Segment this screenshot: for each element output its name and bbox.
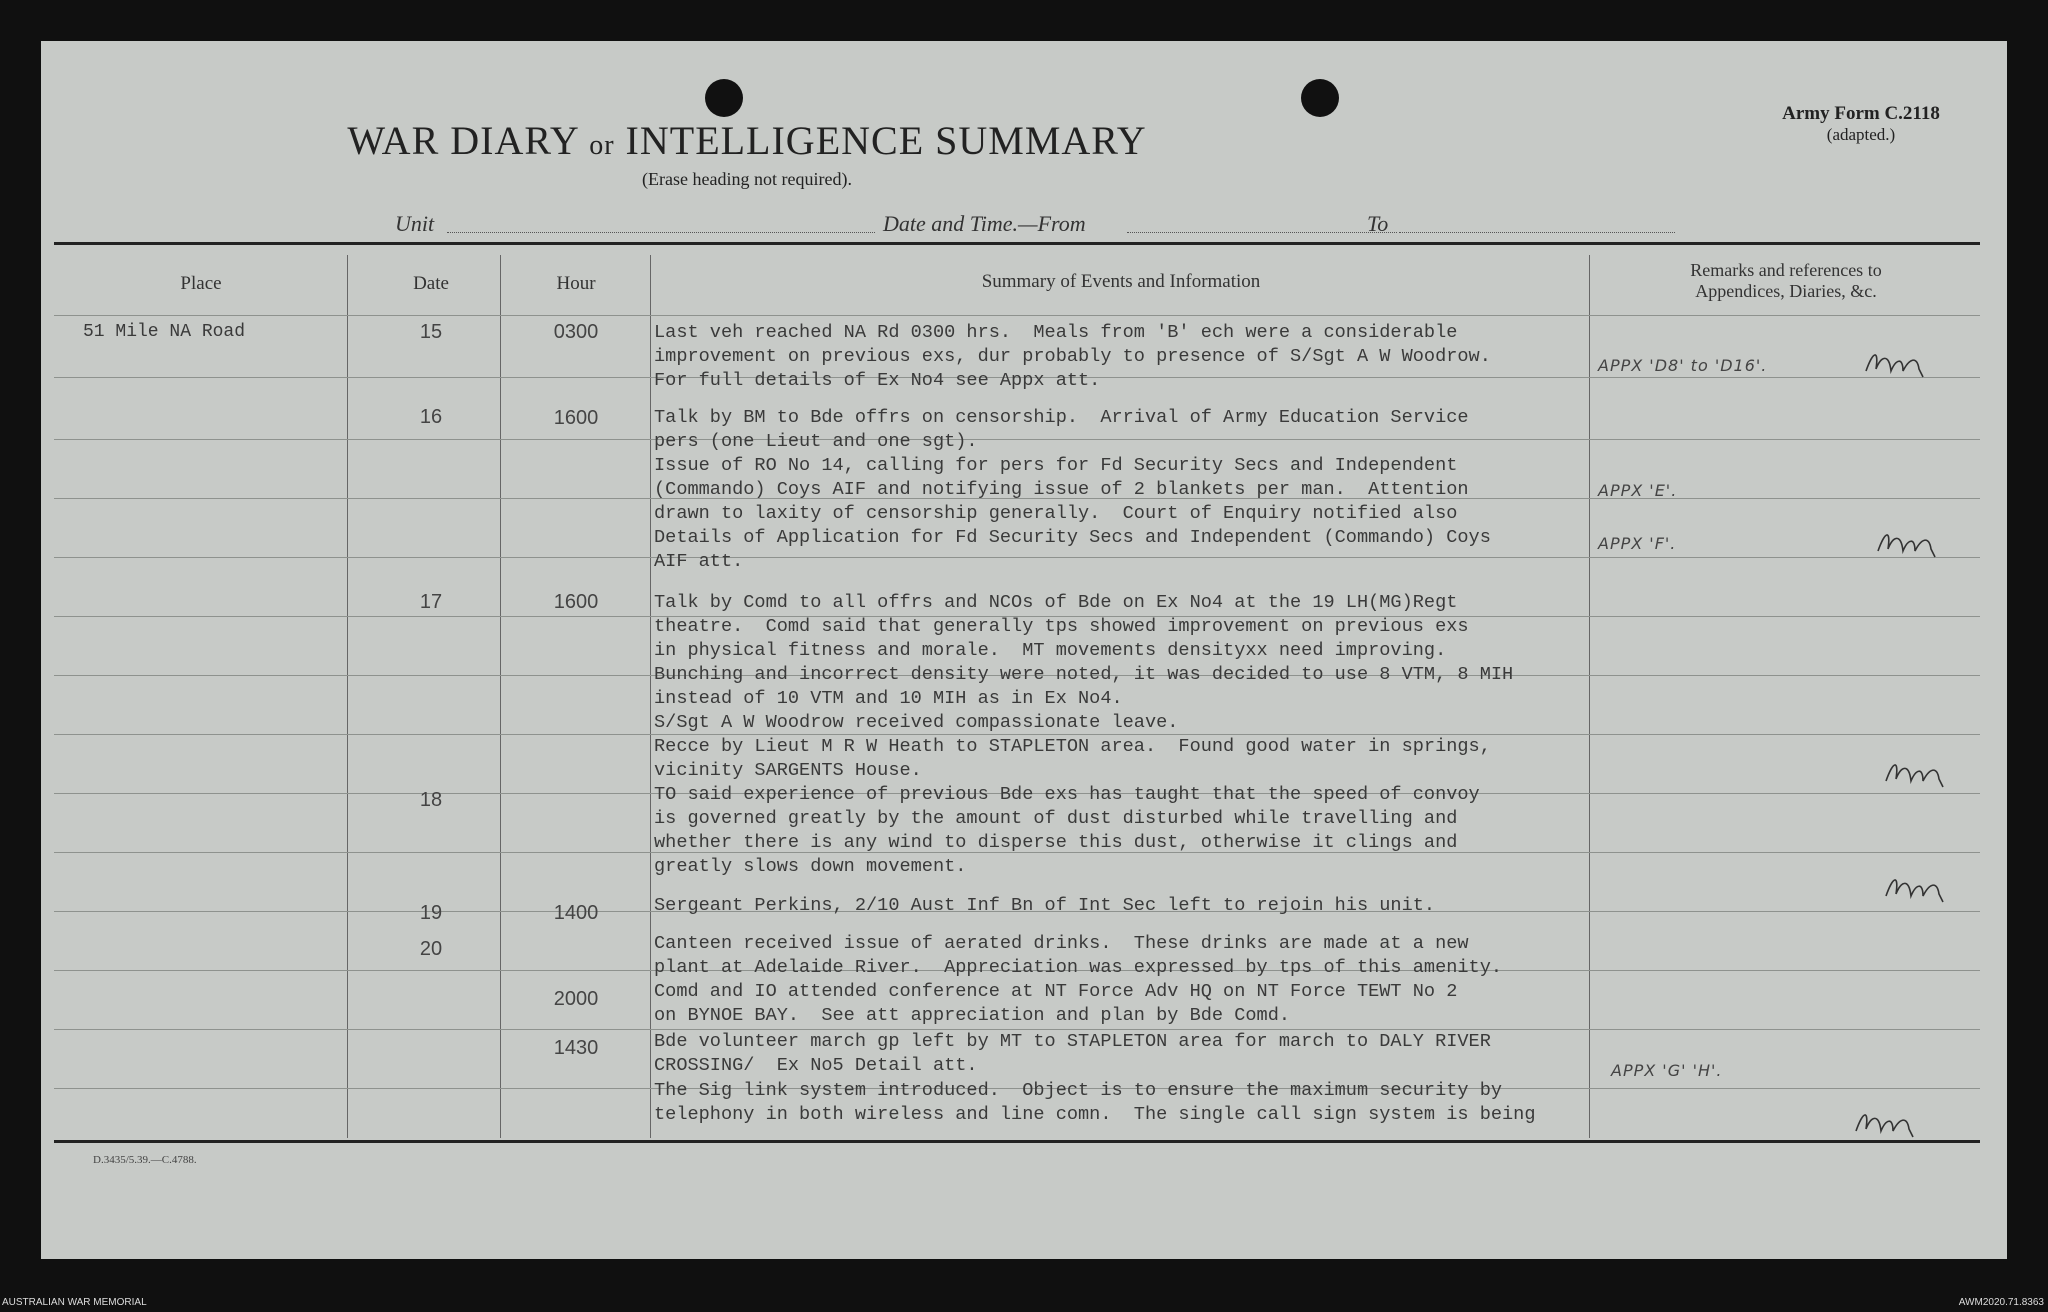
column-header-date: Date: [413, 273, 449, 294]
summary-line: pers (one Lieut and one sgt).: [654, 431, 978, 452]
date-entry: 16: [419, 406, 443, 428]
summary-line: (Commando) Coys AIF and notifying issue of 2 blankets per man. Attention: [654, 479, 1469, 500]
summary-line: telephony in both wireless and line comn. The single call sign system is being: [654, 1104, 1536, 1125]
summary-line: in physical fitness and morale. MT movements densityxx need improving.: [654, 640, 1447, 661]
date-entry: 20: [419, 938, 443, 960]
summary-line: greatly slows down movement.: [654, 856, 967, 877]
date-entry: 18: [419, 789, 443, 811]
summary-line: TO said experience of previous Bde exs has taught that the speed of convoy: [654, 784, 1480, 805]
handwritten-initials: [1881, 866, 1951, 906]
summary-line: Last veh reached NA Rd 0300 hrs. Meals from 'B' ech were a considerable: [654, 322, 1458, 343]
column-divider: [347, 255, 348, 1138]
handwritten-initials: [1861, 341, 1931, 381]
summary-line: Sergeant Perkins, 2/10 Aust Inf Bn of Int Sec left to rejoin his unit.: [654, 895, 1436, 916]
place-entry: 51 Mile NA Road: [83, 322, 246, 342]
summary-line: plant at Adelaide River. Appreciation was expressed by tps of this amenity.: [654, 957, 1503, 978]
to-dotted-line: [1399, 232, 1675, 233]
summary-line: Issue of RO No 14, calling for pers for Fd Security Secs and Independent: [654, 455, 1458, 476]
summary-line: Canteen received issue of aerated drinks. These drinks are made at a new: [654, 933, 1469, 954]
unit-label: Unit: [395, 211, 435, 236]
ruled-line: [54, 557, 1980, 558]
summary-line: The Sig link system introduced. Object is to ensure the maximum security by: [654, 1080, 1503, 1101]
column-divider: [650, 255, 651, 1138]
handwritten-initials: [1851, 1101, 1921, 1141]
summary-line: vicinity SARGENTS House.: [654, 760, 922, 781]
table-top-rule: [54, 242, 1980, 245]
handwritten-initials: [1873, 521, 1943, 561]
date-time-label: Date and Time.—From: [883, 211, 1086, 236]
column-header-place: Place: [180, 273, 222, 294]
summary-line: instead of 10 VTM and 10 MIH as in Ex No4.: [654, 688, 1123, 709]
army-form-reference: Army Form C.2118 (adapted.): [1782, 103, 1940, 144]
appendix-reference: APPX 'D8' to 'D16'.: [1598, 356, 1768, 375]
ruled-line: [54, 439, 1980, 440]
summary-line: CROSSING/ Ex No5 Detail att.: [654, 1055, 978, 1076]
form-subtitle: (Erase heading not required).: [642, 169, 852, 189]
unit-dotted-line: [447, 232, 875, 233]
archive-credit: AUSTRALIAN WAR MEMORIAL: [2, 1297, 147, 1308]
summary-line: Details of Application for Fd Security Secs and Independent (Commando) Coys: [654, 527, 1491, 548]
summary-line: Bde volunteer march gp left by MT to STAPLETON area for march to DALY RIVER: [654, 1031, 1491, 1052]
summary-line: Comd and IO attended conference at NT Force Adv HQ on NT Force TEWT No 2: [654, 981, 1458, 1002]
handwritten-initials: [1881, 751, 1951, 791]
hour-entry: 1430: [553, 1037, 599, 1059]
column-header-summary: Summary of Events and Information: [981, 271, 1261, 292]
hour-entry: 1600: [553, 407, 599, 429]
punch-hole: [705, 79, 743, 117]
summary-line: Bunching and incorrect density were noted, it was decided to use 8 VTM, 8 MIH: [654, 664, 1514, 685]
summary-line: whether there is any wind to disperse this dust, otherwise it clings and: [654, 832, 1458, 853]
column-header-remarks: Remarks and references to Appendices, Diaries, &c.: [1690, 260, 1882, 301]
column-divider: [1589, 255, 1590, 1138]
summary-line: Recce by Lieut M R W Heath to STAPLETON area. Found good water in springs,: [654, 736, 1491, 757]
form-title: WAR DIARY or INTELLIGENCE SUMMARY: [347, 118, 1147, 163]
summary-line: For full details of Ex No4 see Appx att.: [654, 370, 1101, 391]
date-entry: 17: [419, 591, 443, 613]
summary-line: Talk by Comd to all offrs and NCOs of Bde on Ex No4 at the 19 LH(MG)Regt: [654, 592, 1458, 613]
appendix-reference: APPX 'G' 'H'.: [1611, 1061, 1723, 1080]
summary-line: is governed greatly by the amount of dust disturbed while travelling and: [654, 808, 1458, 829]
date-entry: 15: [419, 321, 443, 343]
summary-line: AIF att.: [654, 551, 744, 572]
appendix-reference: APPX 'F'.: [1598, 534, 1677, 553]
column-header-hour: Hour: [556, 273, 596, 294]
header-rule: [54, 315, 1980, 316]
diary-sheet: [41, 41, 2007, 1259]
summary-line: theatre. Comd said that generally tps showed improvement on previous exs: [654, 616, 1469, 637]
archive-reference: AWM2020.71.8363: [1958, 1297, 2044, 1308]
hour-entry: 0300: [553, 321, 599, 343]
summary-line: Talk by BM to Bde offrs on censorship. Arrival of Army Education Service: [654, 407, 1469, 428]
from-dotted-line: [1127, 232, 1397, 233]
hour-entry: 1400: [553, 902, 599, 924]
to-label: To: [1367, 211, 1389, 236]
appendix-reference: APPX 'E'.: [1598, 481, 1678, 500]
punch-hole: [1301, 79, 1339, 117]
column-divider: [500, 255, 501, 1138]
summary-line: S/Sgt A W Woodrow received compassionate leave.: [654, 712, 1179, 733]
hour-entry: 2000: [553, 988, 599, 1010]
summary-line: on BYNOE BAY. See att appreciation and plan by Bde Comd.: [654, 1005, 1291, 1026]
table-bottom-rule: [54, 1140, 1980, 1143]
hour-entry: 1600: [553, 591, 599, 613]
date-entry: 19: [419, 902, 443, 924]
summary-line: drawn to laxity of censorship generally. Court of Enquiry notified also: [654, 503, 1458, 524]
print-code: D.3435/5.39.—C.4788.: [93, 1154, 197, 1166]
summary-line: improvement on previous exs, dur probably to presence of S/Sgt A W Woodrow.: [654, 346, 1491, 367]
